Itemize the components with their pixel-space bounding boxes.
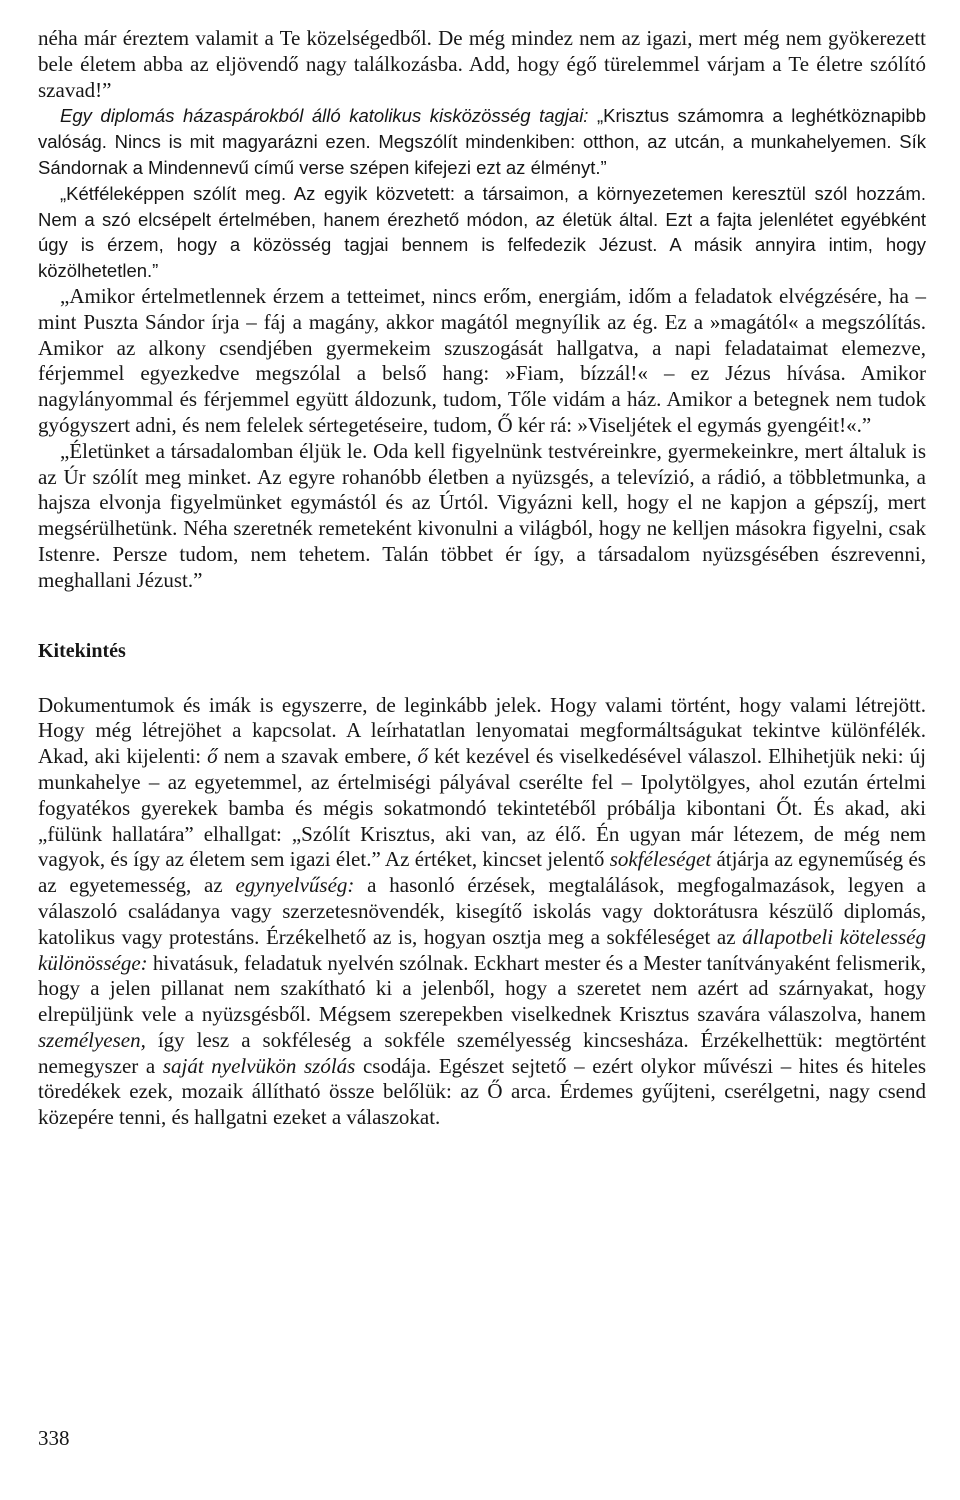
italic-text-run: ő: [207, 744, 218, 769]
paragraph: [38, 693, 926, 1132]
italic-text-run: egynyelvűség:: [235, 873, 355, 898]
page-number: 338: [38, 1426, 70, 1450]
italic-text-run: sokféleséget: [609, 847, 712, 872]
text-run: nem a szavak embere,: [217, 744, 418, 769]
text-run: néha már éreztem valamit a Te közelségedből. De még mindez nem az igazi, mert még nem gyökerezett bele életem abba az eljövendő nagy találkozásba. Add, hogy égő türelemmel várjam a Te életre szólító szavad!”: [38, 26, 926, 102]
text-run: így lesz a sokféleség a sokféle személyesség kincsesháza. Érzékelhettük: megtörtént nemegyszer a: [38, 1027, 926, 1078]
paragraph: [38, 181, 926, 284]
italic-text-run: Egy diplomás házaspárokból álló katolikus kisközösség tagjai:: [60, 105, 589, 127]
italic-text-run: saját nyelvükön szólás: [162, 1053, 356, 1078]
text-run: „Amikor értelmetlennek érzem a tetteimet, nincs erőm, energiám, időm a feladatok elvégzésére, ha – mint Puszta Sándor írja – fáj a magány, akkor magától megnyílik az ég. Ez a »magától« a megszólítás. Amikor az alkony csendjében gyermekeim szuszogását hallgatva, a napi feladataimat elemezve, férjemmel egyezkedve megszólal a belső hang: »Fiam, bízzál!« – ez Jézus hívása. Amikor nagylányommal és férjemmel együtt áldozunk, tudom, Tőle vidám a ház. Amikor a betegnek nem tudok gyógyszert adni, és nem felelek sértegetéseire, tudom, Ő kér rá: »Viseljétek el egymás gyengéit!«.”: [38, 283, 926, 437]
italic-text-run: ő: [417, 744, 429, 769]
section-heading: [38, 638, 926, 664]
text-run: „Életünket a társadalomban éljük le. Oda kell figyelnünk testvéreinkre, gyermekeinkre, mert általuk is az Úr szólít meg minket. Az egyre rohanóbb életben a nyüzsgés, a televízió, a rádió, a többletmunka, a hajsza elvonja figyelmünket egymástól és az Úrtól. Vigyázni kell, hogy el ne kapjon a gépszíj, mert megsérülhetünk. Néha szeretnék remeteként kivonulni a világból, hogy ne kelljen másokra figyelni, csak Istenre. Persze tudom, nem tehetem. Talán többet ér így, a társadalom nyüzsgésében észrevenni, meghallani Jézust.”: [38, 438, 926, 592]
italic-text-run: személyesen,: [38, 1027, 146, 1052]
book-page: [38, 26, 926, 1131]
text-run: „Krisztus számomra a leghétköznapibb valóság. Nincs is mit magyarázni ezen. Megszólít mindenkiben: otthon, az utcán, a munkahelyemen. Sík Sándornak a Mindennevű című verse szépen kifejezi ezt az élményt.”: [38, 105, 926, 178]
paragraph: [38, 284, 926, 439]
text-run: csodája. Egészet sejtető – ezért olykor művészi – hites és hiteles töredékek ezek, mozaik állítható össze belőlük: az Ő arca. Érdemes gyűjteni, cserélgetni, nagy csend közepére tenni, és hallgatni ezeket a válaszokat.: [38, 1053, 926, 1130]
text-run: „Kétféleképpen szólít meg. Az egyik közvetett: a társaimon, a környezetemen keresztül szól hozzám. Nem a szó elcsépelt értelmében, hanem érezhető módon, az életük által. Ezt a fajta jelenlétet egyébként úgy is érzem, hogy a közösség tagjai bennem is felfedezik Jézust. A másik annyira intim, hogy közölhetetlen.”: [38, 182, 926, 282]
paragraph: [38, 439, 926, 594]
italic-text-run: állapotbeli kötelesség különössége:: [38, 924, 926, 975]
paragraph: [38, 103, 926, 180]
text-run: Dokumentumok és imák is egyszerre, de leginkább jelek. Hogy valami történt, hogy valami létrejött. Hogy még létrejöhet a kapcsolat. A leírhatatlan lenyomatai megformáltságukat tekintve különfélék. Akad, aki kijelenti:: [38, 692, 926, 769]
paragraph: [38, 26, 926, 103]
text-run: átjárja az egyneműség és az egyetemesség, az: [38, 847, 926, 898]
text-run: két kezével és viselkedésével válaszol. Elhihetjük neki: új munkahelye – az egyetemmel, az értelmiségi pályával cserélte fel – Ipolytölgyes, ahol ezután értelmi fogyatékos gyerekek bamba és mégis sokatmondó tekintetéből próbálja kibontani Őt. És akad, aki „fülünk hallatára” elhallgat: „Szólít Krisztus, aki van, az élő. Én ugyan már létezem, de még nem vagyok, és így az életem sem igazi élet.” Az értéket, kincset jelentő: [38, 744, 926, 872]
text-run: hivatásuk, feladatuk nyelvén szólnak. Eckhart mester és a Mester tanítványaként felismerik, hogy a jelen pillanat nem szakítható ki a jelenből, hogy a szeretet nem azért ad szárnyakat, hogy elrepüljünk vele a nyüzsgésből. Mégsem szerepekben viselkednek Krisztus szavára válaszolva, hanem: [38, 950, 926, 1027]
text-run: Kitekintés: [38, 639, 126, 662]
text-run: a hasonló érzések, megtalálások, megfogalmazások, legyen a válaszoló családanya vagy szerzetesnövendék, kisegítő iskolás vagy doktorátusra készülő diplomás, katolikus vagy protestáns. Érzékelhető az is, hogyan osztja meg a sokféleséget az: [38, 873, 926, 949]
